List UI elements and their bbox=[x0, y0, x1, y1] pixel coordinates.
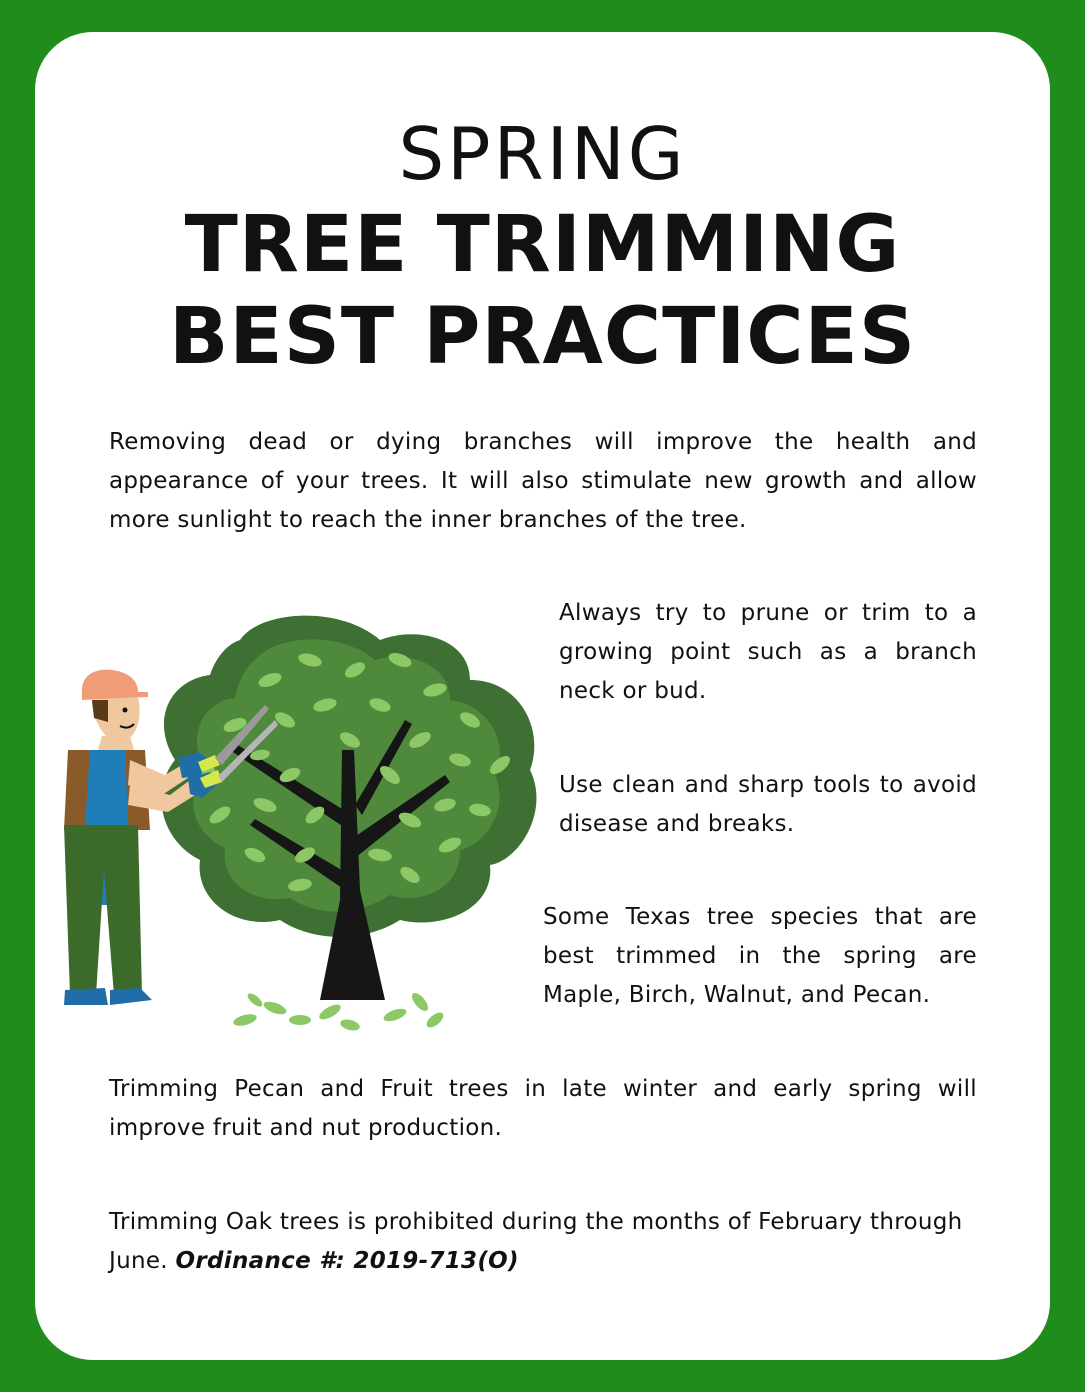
tree-icon bbox=[161, 616, 536, 1000]
intro-paragraph: Removing dead or dying branches will improve the health and appearance of your trees. It will also stimulate new growth and allow more sunlight to reach the inner branches of the tree. bbox=[109, 429, 977, 533]
oak-paragraph bbox=[109, 1203, 977, 1281]
pecan-paragraph: Trimming Pecan and Fruit trees in late winter and early spring will improve fruit and nut production. bbox=[109, 1076, 977, 1141]
title-spring: SPRING bbox=[398, 112, 687, 196]
illustration bbox=[50, 600, 550, 1040]
prune-paragraph: Always try to prune or trim to a growing point such as a branch neck or bud. bbox=[559, 600, 977, 704]
title-best-practices: BEST PRACTICES bbox=[168, 292, 917, 382]
species-paragraph: Some Texas tree species that are best trimmed in the spring are Maple, Birch, Walnut, and Pecan. bbox=[543, 904, 977, 1008]
tools-paragraph: Use clean and sharp tools to avoid disease and breaks. bbox=[559, 772, 977, 837]
title-tree-trimming: TREE TRIMMING bbox=[184, 200, 901, 290]
ordinance-number: Ordinance #: 2019-713(O) bbox=[175, 1248, 519, 1274]
oak-text: Trimming Oak trees is prohibited during the months of February through June. bbox=[109, 1209, 963, 1274]
